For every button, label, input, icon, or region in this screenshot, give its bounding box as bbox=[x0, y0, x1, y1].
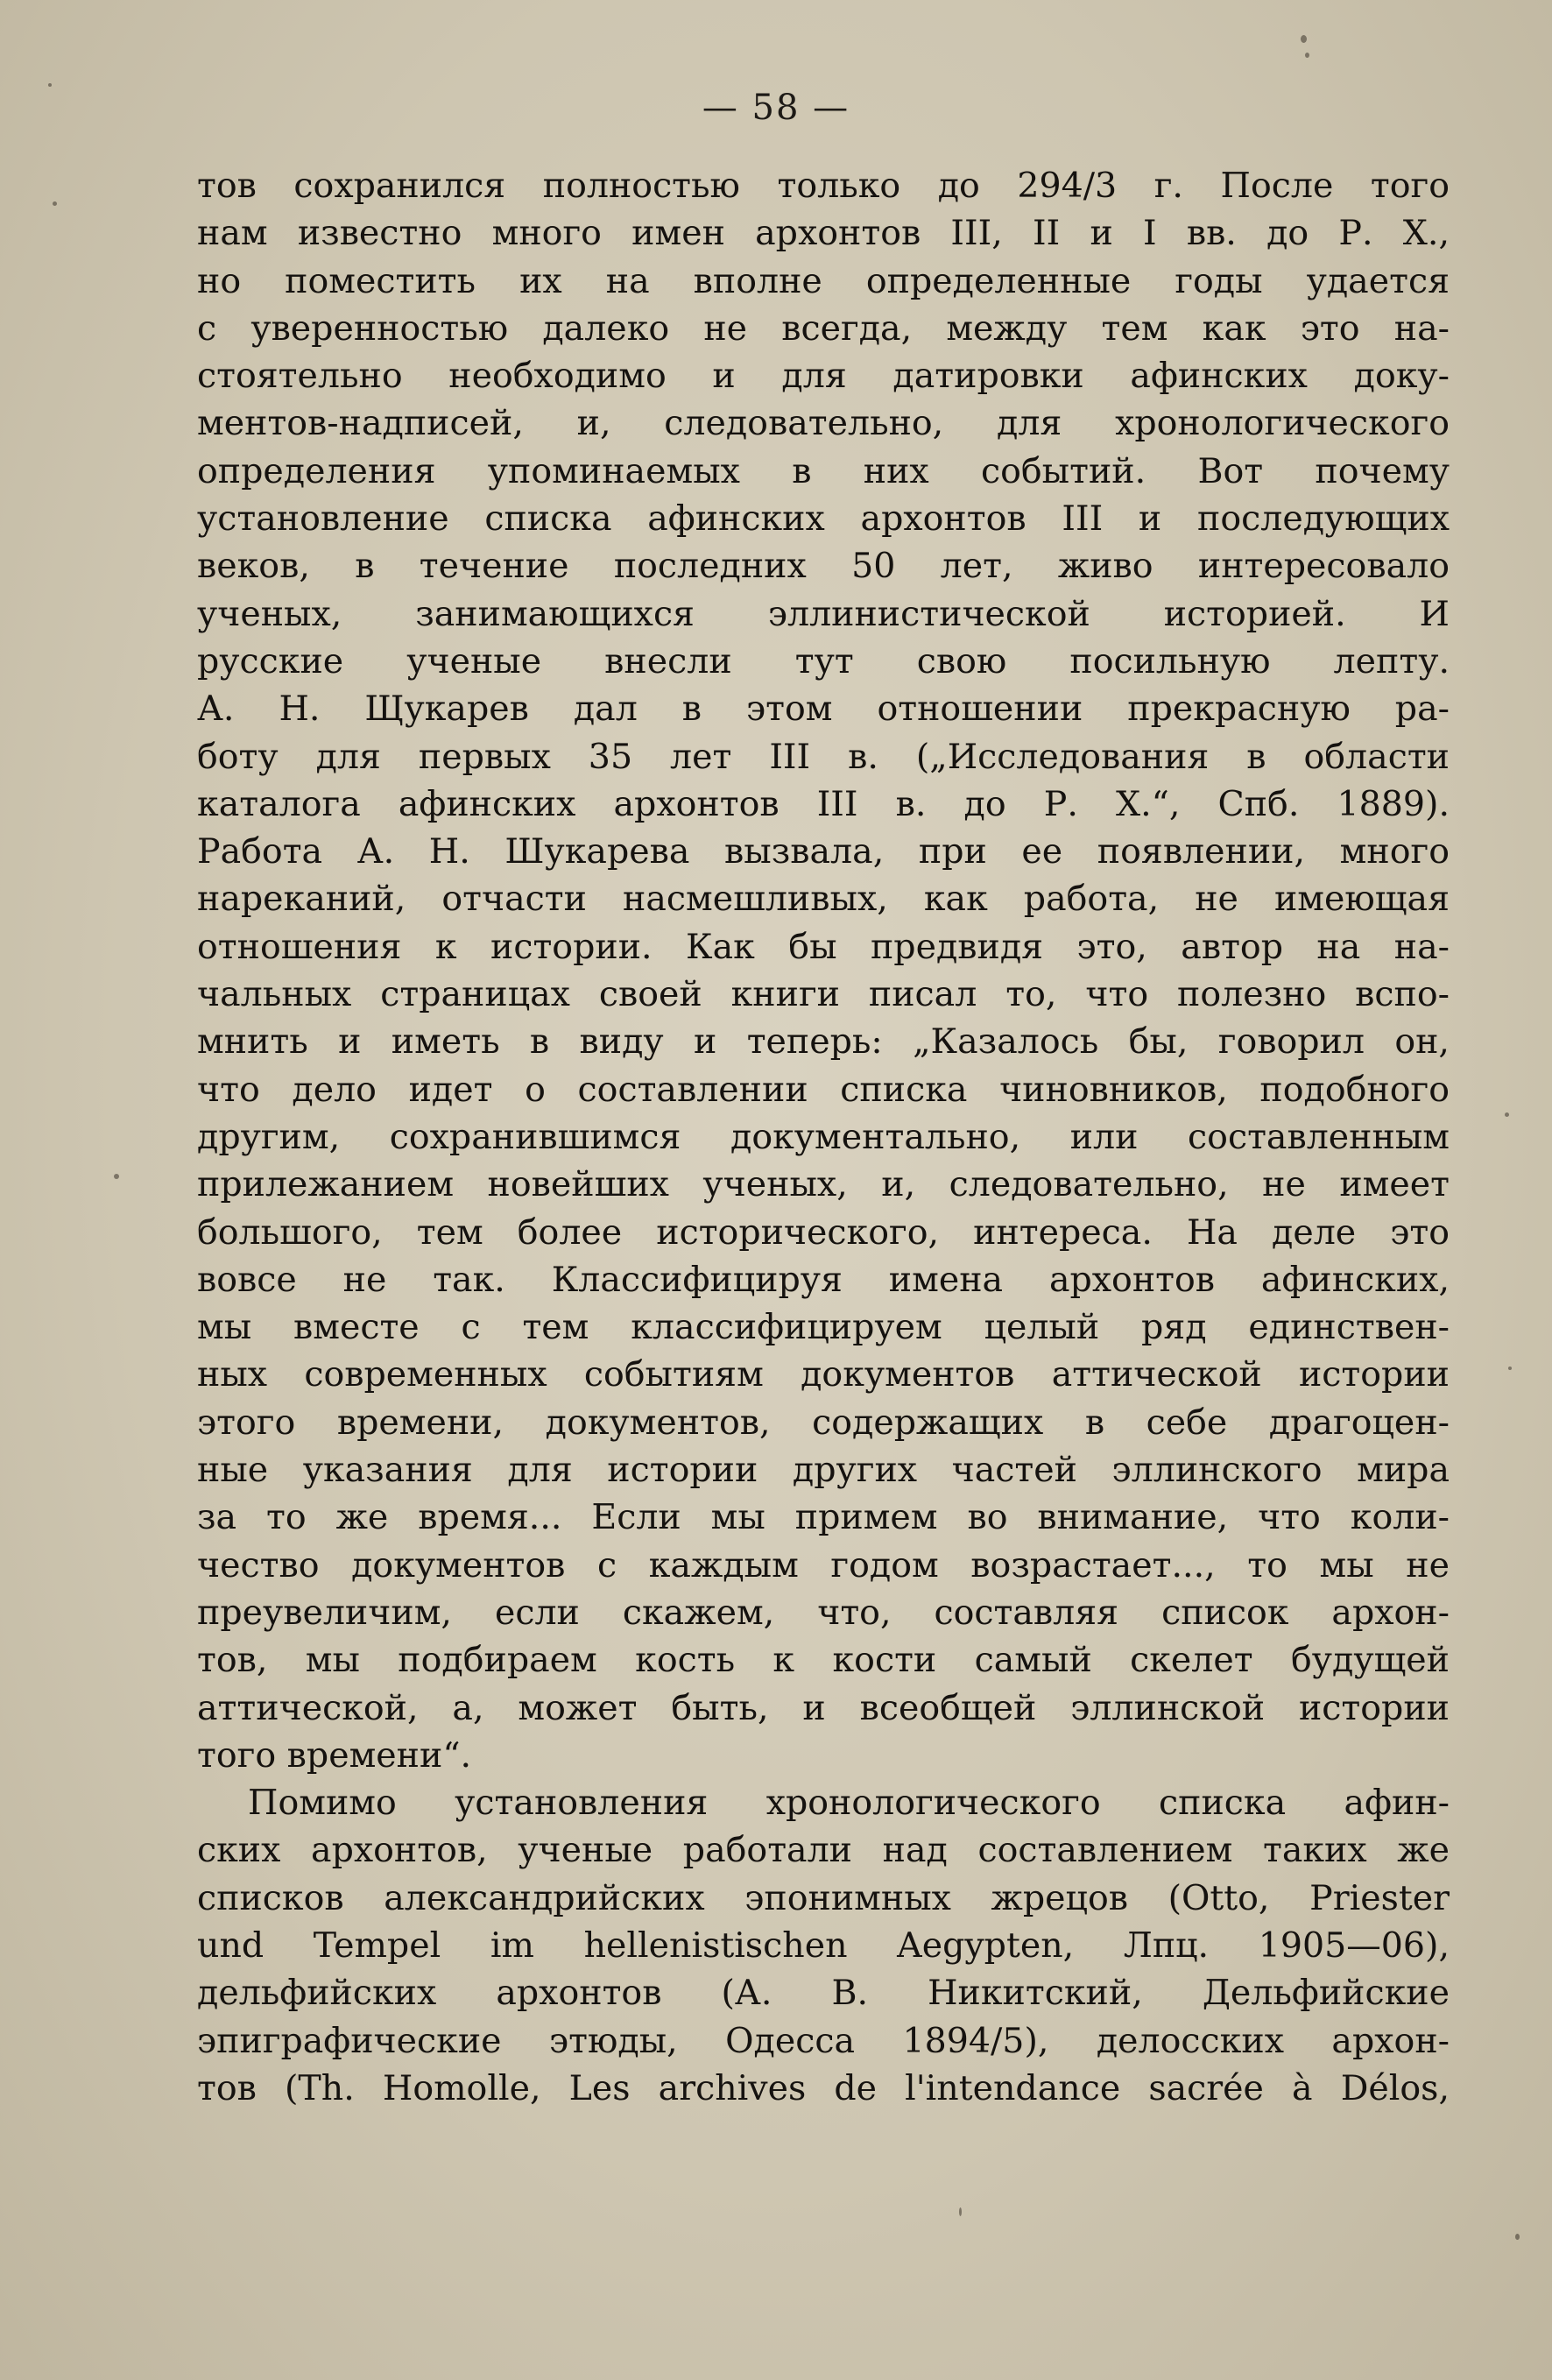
paragraph bbox=[197, 162, 1450, 1779]
text-line: другим, сохранившимся документально, или составленным bbox=[197, 1116, 1450, 1157]
page-number: — 58 — bbox=[702, 88, 850, 128]
text-line: большого, тем более исторического, интереса. На деле это bbox=[197, 1211, 1450, 1253]
dust-speck bbox=[959, 2207, 962, 2216]
text-line: определения упоминаемых в них событий. Вот почему bbox=[197, 450, 1450, 491]
text-line: А. Н. Щукарев дал в этом отношении прекрасную ра- bbox=[197, 689, 1450, 730]
text-line: с уверенностью далеко не всегда, между тем как это на- bbox=[197, 307, 1450, 349]
text-line: что дело идет о составлении списка чиновников, подобного bbox=[197, 1069, 1450, 1110]
text-line: нареканий, отчасти насмешливых, как работа, не имеющая bbox=[197, 879, 1450, 920]
dust-speck bbox=[1305, 53, 1309, 58]
text-line: списков александрийских эпонимных жрецов (Otto, Priester bbox=[197, 1877, 1450, 1918]
text-line: нам известно много имен архонтов III, II и I вв. до Р. Х., bbox=[197, 213, 1450, 254]
text-line: ных современных событиям документов аттической истории bbox=[197, 1354, 1450, 1395]
text-line: отношения к истории. Как бы предвидя это, автор на на- bbox=[197, 926, 1450, 967]
dust-speck bbox=[1515, 2234, 1520, 2240]
text-line: веков, в течение последних 50 лет, живо интересовало bbox=[197, 546, 1450, 587]
dust-speck bbox=[1508, 1367, 1512, 1370]
text-line: преувеличим, если скажем, что, составляя список архон- bbox=[197, 1592, 1450, 1633]
text-line: тов сохранился полностью только до 294/3 г. После того bbox=[197, 166, 1450, 206]
text-line: тов (Th. Homolle, Les archives de l'intendance sacrée à Délos, bbox=[197, 2067, 1450, 2108]
text-line: каталога афинских архонтов III в. до Р. Х.“, Спб. 1889). bbox=[197, 783, 1450, 824]
dust-speck bbox=[1301, 35, 1307, 43]
body-text bbox=[197, 162, 1450, 2112]
text-line: чество документов с каждым годом возрастает..., то мы не bbox=[197, 1544, 1450, 1585]
text-line: боту для первых 35 лет III в. („Исследования в области bbox=[197, 736, 1450, 777]
text-line: ученых, занимающихся эллинистической историей. И bbox=[197, 593, 1450, 634]
dust-speck bbox=[48, 83, 52, 87]
text-line: Работа А. Н. Шукарева вызвала, при ее появлении, много bbox=[197, 831, 1450, 872]
text-line: стоятельно необходимо и для датировки афинских доку- bbox=[197, 356, 1450, 397]
text-line: чальных страницах своей книги писал то, что полезно вспо- bbox=[197, 974, 1450, 1015]
dust-speck bbox=[114, 1174, 119, 1179]
text-line: ских архонтов, ученые работали над составлением таких же bbox=[197, 1830, 1450, 1871]
text-line: русские ученые внесли тут свою посильную лепту. bbox=[197, 640, 1450, 682]
text-line: установление списка афинских архонтов III и последующих bbox=[197, 498, 1450, 540]
text-line: мы вместе с тем классифицируем целый ряд единствен- bbox=[197, 1307, 1450, 1348]
text-line: за то же время... Если мы примем во внимание, что коли- bbox=[197, 1497, 1450, 1538]
text-line: но поместить их на вполне определенные годы удается bbox=[197, 260, 1450, 301]
text-line: эпиграфические этюды, Одесса 1894/5), делосских архон- bbox=[197, 2020, 1450, 2061]
dust-speck bbox=[1505, 1112, 1509, 1117]
text-line: аттической, а, может быть, и всеобщей эллинской истории bbox=[197, 1687, 1450, 1728]
text-line: ментов-надписей, и, следовательно, для хронологического bbox=[197, 403, 1450, 444]
text-line: und Tempel im hellenistischen Aegypten, Лпц. 1905—06), bbox=[197, 1924, 1450, 1966]
dust-speck bbox=[53, 201, 57, 206]
text-line: того времени“. bbox=[197, 1734, 472, 1776]
paragraph bbox=[197, 1779, 1450, 2112]
text-line: дельфийских архонтов (А. В. Никитский, Дельфийские bbox=[197, 1973, 1450, 2014]
text-line: прилежанием новейших ученых, и, следовательно, не имеет bbox=[197, 1164, 1450, 1205]
text-line: ные указания для истории других частей эллинского мира bbox=[197, 1450, 1450, 1491]
text-line: этого времени, документов, содержащих в себе драгоцен- bbox=[197, 1402, 1450, 1443]
text-line: вовсе не так. Классифицируя имена архонтов афинских, bbox=[197, 1259, 1450, 1300]
text-line: Помимо установления хронологического списка афин- bbox=[248, 1783, 1450, 1824]
text-line: тов, мы подбираем кость к кости самый скелет будущей bbox=[197, 1640, 1450, 1681]
text-line: мнить и иметь в виду и теперь: „Казалось бы, говорил он, bbox=[197, 1021, 1450, 1063]
